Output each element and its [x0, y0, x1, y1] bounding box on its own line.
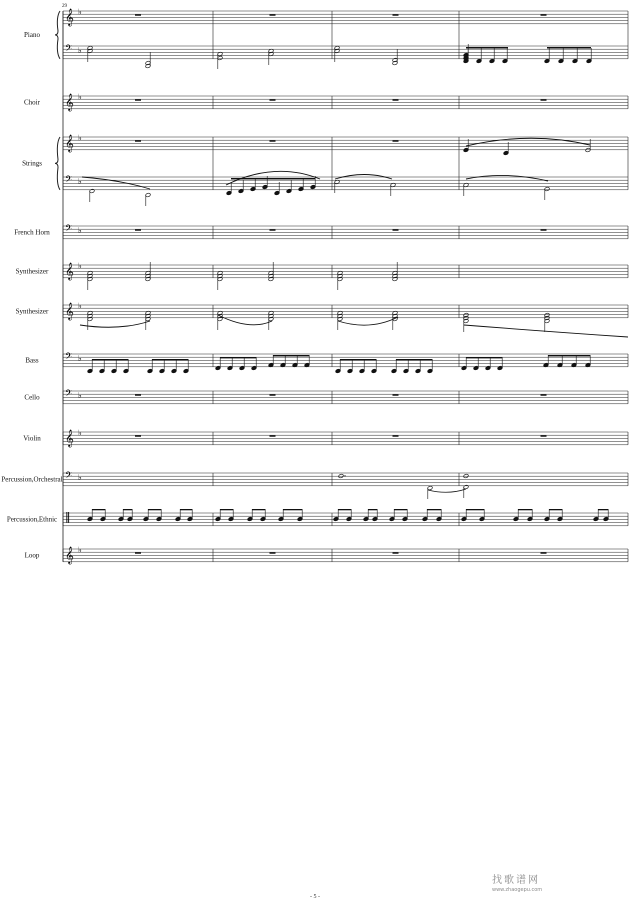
- whole-rest-icon: [393, 140, 399, 142]
- beam: [547, 47, 591, 49]
- watermark: [492, 871, 622, 893]
- whole-rest-icon: [135, 229, 141, 231]
- flat-key-icon: ♭: [78, 391, 82, 400]
- whole-rest-icon: [393, 435, 399, 437]
- treble-clef-icon: 𝄞: [65, 302, 74, 320]
- bass-clef-icon: 𝄢: [65, 43, 73, 56]
- flat-key-icon: ♭: [78, 428, 82, 438]
- beam: [466, 357, 502, 358]
- whole-rest-icon: [135, 552, 141, 554]
- bass-clef-icon: 𝄢: [65, 223, 73, 236]
- tie: [218, 315, 272, 325]
- slur: [466, 138, 590, 146]
- whole-rest-icon: [393, 229, 399, 231]
- tie: [464, 325, 628, 337]
- treble-clef-icon: 𝄞: [65, 93, 74, 111]
- beam: [338, 509, 351, 510]
- treble-clef-icon: 𝄞: [65, 134, 74, 152]
- whole-rest-icon: [541, 394, 547, 396]
- beam: [123, 509, 132, 510]
- notes: [80, 44, 628, 521]
- flat-key-icon: ♭: [78, 354, 82, 363]
- beam: [152, 359, 188, 360]
- measure-number: 29: [62, 4, 67, 9]
- whole-rest-icon: [135, 14, 141, 16]
- flat-key-icon: ♭: [78, 226, 82, 235]
- instrument-labels: [1, 31, 62, 560]
- flat-key-icon: ♭: [78, 133, 82, 143]
- whole-rest-icon: [135, 394, 141, 396]
- whole-rest-icon: [135, 99, 141, 101]
- flat-key-icon: ♭: [78, 177, 82, 186]
- whole-rest-icon: [541, 552, 547, 554]
- staff-lines: [63, 11, 628, 562]
- flat-key-icon: ♭: [78, 7, 82, 17]
- whole-rest-icon: [393, 14, 399, 16]
- whole-rest-icon: [135, 140, 141, 142]
- brace-icon: [55, 11, 60, 59]
- whole-rest-icon: [541, 14, 547, 16]
- whole-rest-icon: [270, 435, 276, 437]
- flat-key-icon: ♭: [78, 301, 82, 311]
- beam: [148, 509, 161, 510]
- instrument-label: Synthesizer: [15, 267, 49, 276]
- whole-rest-icon: [393, 394, 399, 396]
- instrument-label: Choir: [24, 98, 40, 107]
- bass-clef-icon: 𝄢: [65, 388, 73, 401]
- beam: [220, 509, 233, 510]
- flat-key-icon: ♭: [78, 46, 82, 55]
- bass-clef-icon: 𝄢: [65, 351, 73, 364]
- beam: [231, 178, 315, 179]
- treble-clef-icon: 𝄞: [65, 546, 74, 564]
- flat-key-icon: ♭: [78, 261, 82, 271]
- beam: [548, 355, 590, 356]
- instrument-label: Bass: [25, 356, 39, 365]
- whole-rest-icon: [541, 99, 547, 101]
- instrument-label: Synthesizer: [15, 307, 49, 316]
- watermark-title: 找歌谱网: [492, 875, 540, 886]
- instrument-label: Loop: [24, 551, 40, 560]
- whole-rest-icon: [270, 229, 276, 231]
- whole-rest-icon: [135, 435, 141, 437]
- beam: [252, 509, 265, 510]
- treble-clef-icon: 𝄞: [65, 429, 74, 447]
- instrument-label: Violin: [23, 434, 41, 443]
- brace-icon: [55, 137, 60, 190]
- treble-clef-icon: 𝄞: [65, 8, 74, 26]
- beam: [368, 509, 377, 510]
- flat-key-icon: ♭: [78, 545, 82, 555]
- instrument-label: Percussion,Ethnic: [6, 515, 58, 524]
- beam: [549, 509, 562, 510]
- dot: [344, 475, 345, 476]
- flat-key-icon: ♭: [78, 92, 82, 102]
- bass-clef-icon: 𝄢: [65, 470, 73, 483]
- beam: [466, 509, 484, 510]
- whole-rest-icon: [393, 552, 399, 554]
- tie: [338, 317, 398, 325]
- whole-rest-icon: [270, 552, 276, 554]
- beam: [427, 509, 441, 510]
- whole-rest-icon: [541, 229, 547, 231]
- instrument-label: Percussion,Orchestral: [1, 475, 63, 484]
- treble-clef-icon: 𝄞: [65, 262, 74, 280]
- flat-key-icon: ♭: [78, 473, 82, 482]
- tie: [428, 489, 466, 492]
- beam: [518, 509, 532, 510]
- beam: [598, 509, 608, 510]
- beam: [283, 509, 302, 510]
- beam: [220, 357, 256, 358]
- beam: [466, 47, 508, 49]
- tie: [80, 321, 150, 327]
- beam: [180, 509, 192, 510]
- instrument-label: Piano: [24, 30, 40, 39]
- whole-rest-icon: [393, 99, 399, 101]
- bass-clef-icon: 𝄢: [65, 174, 73, 187]
- whole-rest-icon: [270, 14, 276, 16]
- whole-rest-icon: [270, 99, 276, 101]
- whole-rest-icon: [541, 435, 547, 437]
- beam: [394, 509, 407, 510]
- watermark-url: www.zhaogepu.com: [492, 887, 543, 893]
- instrument-label: French Horn: [14, 228, 50, 237]
- instrument-label: Cello: [24, 393, 40, 402]
- beam: [396, 359, 432, 360]
- beam: [340, 359, 376, 360]
- beam: [92, 359, 128, 360]
- instrument-label: Strings: [22, 159, 42, 168]
- percussion-clef-icon: ‖: [65, 510, 71, 523]
- beam: [273, 355, 309, 356]
- whole-rest-icon: [270, 394, 276, 396]
- page-number: - 5 -: [310, 894, 320, 900]
- beam: [92, 509, 105, 510]
- slur: [82, 177, 150, 189]
- whole-rest-icon: [270, 140, 276, 142]
